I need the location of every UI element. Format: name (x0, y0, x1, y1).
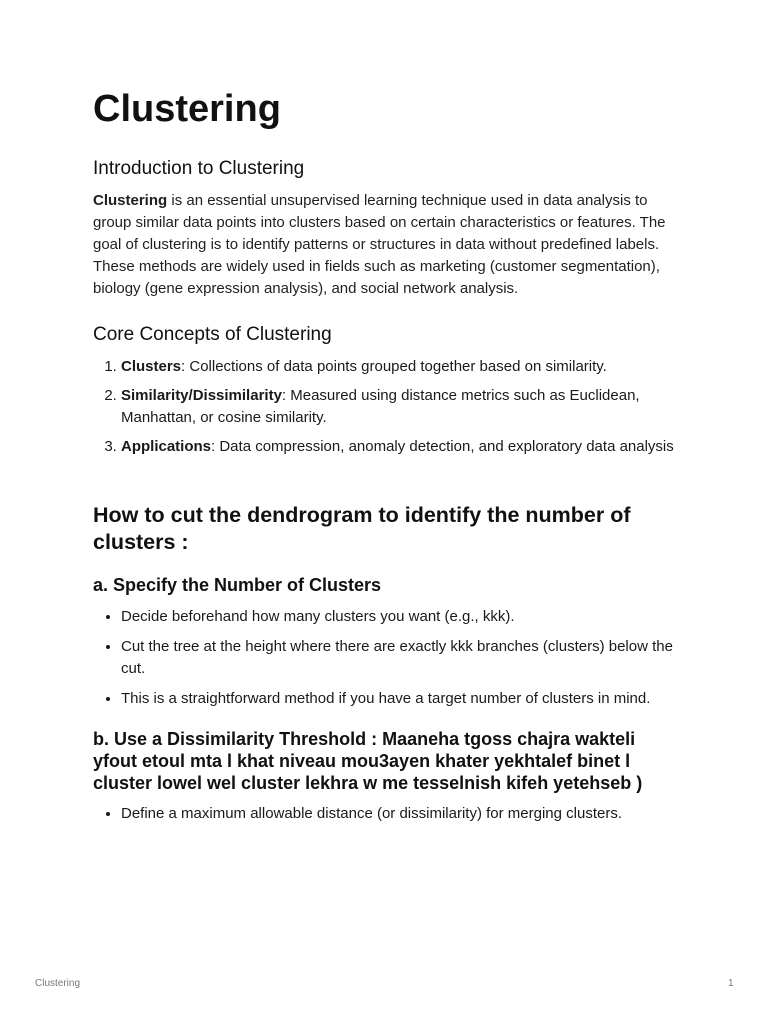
list-item (121, 436, 678, 458)
dendrogram-heading: How to cut the dendrogram to identify the number of clusters : (93, 503, 631, 554)
list-item (121, 356, 678, 378)
list-item (121, 385, 678, 429)
specify-number-heading: a. Specify the Number of Clusters (93, 575, 382, 595)
concept-term: Similarity/Dissimilarity (121, 387, 282, 404)
list-item: • This is a straightforward method if you have a target number of clusters in mind. (121, 688, 678, 710)
concept-text: : Data compression, anomaly detection, and exploratory data analysis (211, 438, 674, 455)
list-item: • Cut the tree at the height where there are exactly kkk branches (clusters) below the cut. (121, 636, 678, 680)
footer-page-number: 1 (728, 978, 734, 989)
intro-paragraph (93, 190, 678, 300)
list-item: • Decide beforehand how many clusters you want (e.g., kkk). (121, 606, 678, 628)
concept-text: : Measured using distance metrics such as Euclidean, Manhattan, or cosine similarity. (121, 387, 640, 426)
intro-lead-term: Clustering (93, 192, 168, 209)
core-concepts-list (93, 356, 678, 458)
dissimilarity-threshold-heading: b. Use a Dissimilarity Threshold : Maaneha tgoss chajra wakteli yfout etoul mta l khat niveau mou3ayen khater yekhtalef binet l cluster lowel wel cluster lekhra w me tesselnish kifeh yetehseb ) (93, 729, 643, 793)
page-title: Clustering (93, 88, 281, 130)
specify-number-list (93, 606, 678, 710)
intro-heading: Introduction to Clustering (93, 158, 305, 179)
intro-text: is an essential unsupervised learning technique used in data analysis to group similar data points into clusters based on certain characteristics or features. The goal of clustering is to identify patterns or structures in data without predefined labels. These methods are widely used in fields such as marketing (customer segmentation), biology (gene expression analysis), and social network analysis. (93, 192, 666, 297)
list-item: • Define a maximum allowable distance (or dissimilarity) for merging clusters. (121, 803, 678, 825)
concept-term: Applications (121, 438, 212, 455)
document-page (93, 84, 678, 833)
dissimilarity-threshold-list (93, 803, 678, 825)
concept-text: : Collections of data points grouped together based on similarity. (181, 358, 607, 375)
core-concepts-heading: Core Concepts of Clustering (93, 324, 332, 345)
footer-document-title: Clustering (35, 978, 81, 989)
concept-term: Clusters (121, 358, 182, 375)
